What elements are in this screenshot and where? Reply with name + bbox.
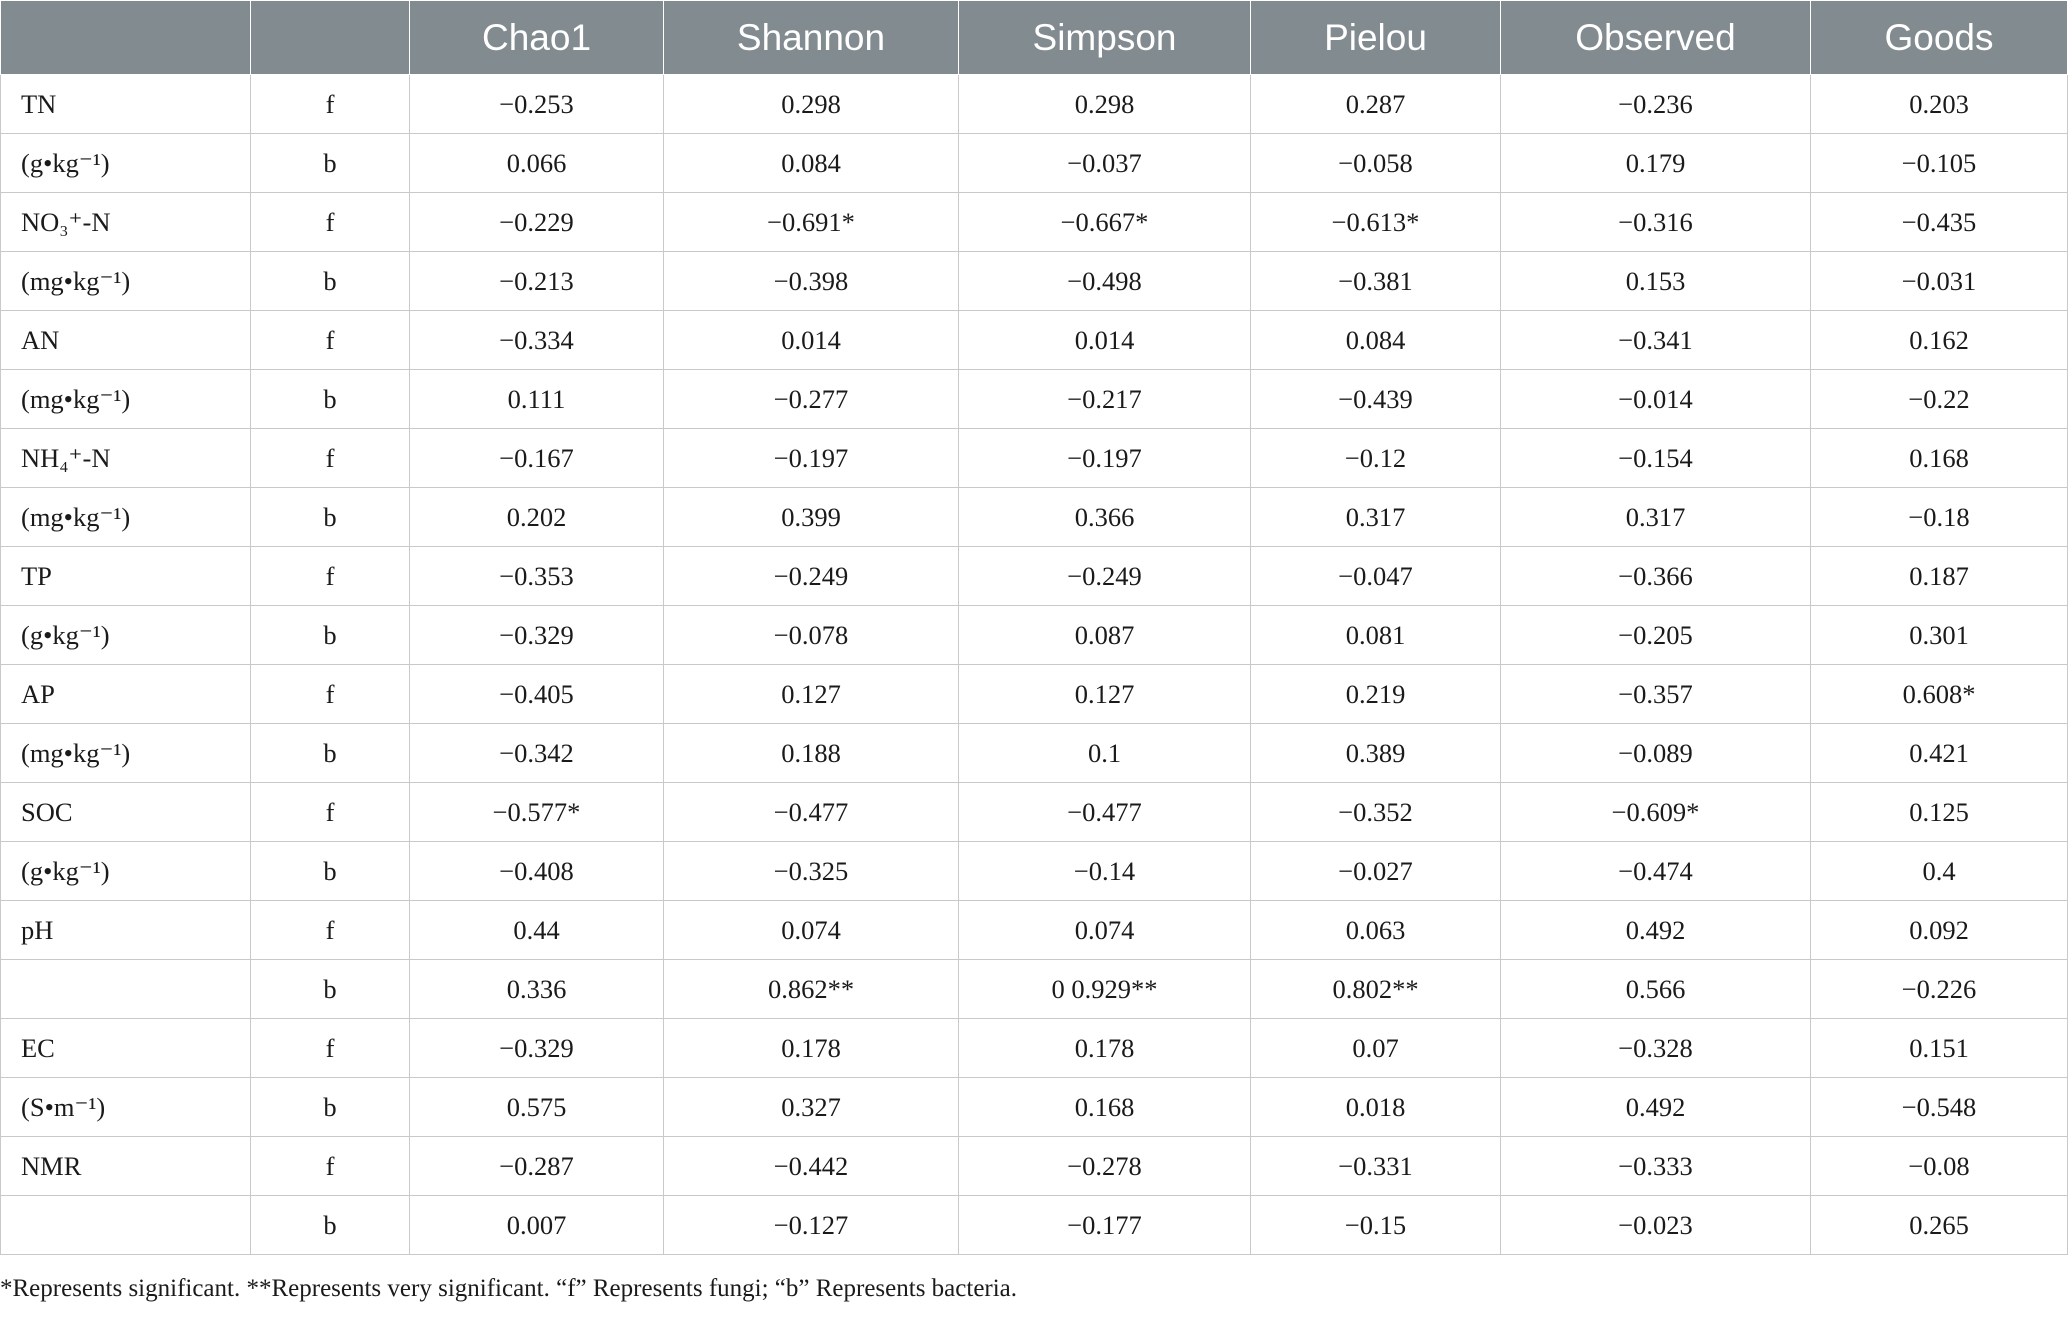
table-row [1,429,2068,488]
value-cell: 0.07 [1251,1019,1501,1078]
value-cell: −0.205 [1501,606,1811,665]
value-cell: 0.084 [1251,311,1501,370]
value-cell: −0.12 [1251,429,1501,488]
parameter-cell [1,960,251,1019]
value-cell: −0.442 [664,1137,959,1196]
value-cell: −0.177 [959,1196,1251,1255]
value-cell: −0.366 [1501,547,1811,606]
value-cell: −0.14 [959,842,1251,901]
organism-type-cell: b [251,842,410,901]
value-cell: −0.217 [959,370,1251,429]
parameter-cell: AP [1,665,251,724]
value-cell: 0.317 [1501,488,1811,547]
header-observed: Observed [1501,1,1811,75]
value-cell: 0.317 [1251,488,1501,547]
value-cell: 0.219 [1251,665,1501,724]
value-cell: −0.08 [1811,1137,2068,1196]
parameter-cell: pH [1,901,251,960]
table-row [1,134,2068,193]
value-cell: −0.398 [664,252,959,311]
value-cell: −0.22 [1811,370,2068,429]
value-cell: −0.667* [959,193,1251,252]
parameter-cell: (g•kg⁻¹) [1,842,251,901]
value-cell: −0.249 [959,547,1251,606]
value-cell: 0.178 [664,1019,959,1078]
value-cell: −0.435 [1811,193,2068,252]
table-row [1,724,2068,783]
value-cell: −0.15 [1251,1196,1501,1255]
value-cell: −0.691* [664,193,959,252]
organism-type-cell: b [251,252,410,311]
value-cell: −0.277 [664,370,959,429]
value-cell: −0.229 [410,193,664,252]
table-row [1,75,2068,134]
value-cell: 0.4 [1811,842,2068,901]
value-cell: −0.477 [664,783,959,842]
organism-type-cell: b [251,606,410,665]
value-cell: 0.298 [959,75,1251,134]
value-cell: −0.213 [410,252,664,311]
organism-type-cell: f [251,429,410,488]
value-cell: 0.575 [410,1078,664,1137]
value-cell: 0.151 [1811,1019,2068,1078]
value-cell: −0.328 [1501,1019,1811,1078]
value-cell: 0.802** [1251,960,1501,1019]
value-cell: −0.577* [410,783,664,842]
value-cell: 0.389 [1251,724,1501,783]
parameter-cell: TP [1,547,251,606]
organism-type-cell: f [251,547,410,606]
table-row [1,901,2068,960]
value-cell: 0.111 [410,370,664,429]
header-row [1,1,2068,75]
organism-type-cell: b [251,1196,410,1255]
table-row [1,606,2068,665]
organism-type-cell: b [251,134,410,193]
header-blank-param [1,1,251,75]
value-cell: −0.154 [1501,429,1811,488]
value-cell: −0.353 [410,547,664,606]
header-pielou: Pielou [1251,1,1501,75]
value-cell: −0.287 [410,1137,664,1196]
value-cell: −0.027 [1251,842,1501,901]
value-cell: −0.357 [1501,665,1811,724]
header-shannon: Shannon [664,1,959,75]
table-row [1,193,2068,252]
footnote: *Represents significant. **Represents very significant. “f” Represents fungi; “b” Represents bacteria. [0,1275,1018,1302]
value-cell: −0.381 [1251,252,1501,311]
parameter-cell: (mg•kg⁻¹) [1,724,251,783]
parameter-cell: (mg•kg⁻¹) [1,252,251,311]
table-body [1,75,2068,1255]
value-cell: −0.329 [410,1019,664,1078]
value-cell: 0.421 [1811,724,2068,783]
value-cell: 0.188 [664,724,959,783]
value-cell: 0.087 [959,606,1251,665]
organism-type-cell: b [251,488,410,547]
value-cell: 0.162 [1811,311,2068,370]
value-cell: −0.236 [1501,75,1811,134]
organism-type-cell: f [251,665,410,724]
value-cell: −0.333 [1501,1137,1811,1196]
value-cell: 0.287 [1251,75,1501,134]
value-cell: −0.089 [1501,724,1811,783]
value-cell: −0.105 [1811,134,2068,193]
value-cell: 0.492 [1501,901,1811,960]
value-cell: −0.331 [1251,1137,1501,1196]
value-cell: −0.341 [1501,311,1811,370]
value-cell: −0.226 [1811,960,2068,1019]
table-row [1,547,2068,606]
parameter-cell: AN [1,311,251,370]
table-row [1,1078,2068,1137]
value-cell: −0.352 [1251,783,1501,842]
value-cell: 0.202 [410,488,664,547]
value-cell: 0.298 [664,75,959,134]
value-cell: 0.178 [959,1019,1251,1078]
value-cell: 0.007 [410,1196,664,1255]
value-cell: −0.18 [1811,488,2068,547]
value-cell: −0.014 [1501,370,1811,429]
value-cell: 0 0.929** [959,960,1251,1019]
value-cell: 0.127 [664,665,959,724]
parameter-cell: NMR [1,1137,251,1196]
table-row [1,960,2068,1019]
table-row [1,1019,2068,1078]
parameter-cell: (S•m⁻¹) [1,1078,251,1137]
header-chao1: Chao1 [410,1,664,75]
value-cell: 0.336 [410,960,664,1019]
organism-type-cell: b [251,1078,410,1137]
value-cell: −0.253 [410,75,664,134]
value-cell: −0.047 [1251,547,1501,606]
value-cell: −0.127 [664,1196,959,1255]
value-cell: 0.862** [664,960,959,1019]
value-cell: −0.613* [1251,193,1501,252]
value-cell: 0.125 [1811,783,2068,842]
header-simpson: Simpson [959,1,1251,75]
value-cell: −0.439 [1251,370,1501,429]
value-cell: −0.498 [959,252,1251,311]
value-cell: −0.334 [410,311,664,370]
parameter-cell: (mg•kg⁻¹) [1,488,251,547]
parameter-cell: SOC [1,783,251,842]
parameter-cell: TN [1,75,251,134]
value-cell: 0.399 [664,488,959,547]
parameter-cell: (mg•kg⁻¹) [1,370,251,429]
organism-type-cell: f [251,1137,410,1196]
value-cell: −0.325 [664,842,959,901]
value-cell: −0.548 [1811,1078,2068,1137]
organism-type-cell: b [251,960,410,1019]
value-cell: −0.408 [410,842,664,901]
value-cell: 0.063 [1251,901,1501,960]
value-cell: 0.066 [410,134,664,193]
organism-type-cell: f [251,1019,410,1078]
organism-type-cell: f [251,193,410,252]
parameter-cell [1,1196,251,1255]
parameter-cell: (g•kg⁻¹) [1,134,251,193]
value-cell: 0.1 [959,724,1251,783]
value-cell: −0.316 [1501,193,1811,252]
value-cell: 0.074 [664,901,959,960]
value-cell: −0.474 [1501,842,1811,901]
value-cell: −0.197 [959,429,1251,488]
value-cell: 0.081 [1251,606,1501,665]
header-blank-type [251,1,410,75]
organism-type-cell: f [251,901,410,960]
value-cell: 0.203 [1811,75,2068,134]
table-row [1,311,2068,370]
value-cell: 0.014 [664,311,959,370]
organism-type-cell: f [251,311,410,370]
value-cell: 0.265 [1811,1196,2068,1255]
table-row [1,1196,2068,1255]
value-cell: 0.074 [959,901,1251,960]
header-goods: Goods [1811,1,2068,75]
value-cell: −0.058 [1251,134,1501,193]
value-cell: 0.44 [410,901,664,960]
parameter-cell: NO₃⁺-N [1,193,251,252]
value-cell: −0.078 [664,606,959,665]
value-cell: −0.329 [410,606,664,665]
table-row [1,488,2068,547]
value-cell: 0.366 [959,488,1251,547]
value-cell: −0.249 [664,547,959,606]
value-cell: 0.127 [959,665,1251,724]
organism-type-cell: b [251,370,410,429]
value-cell: −0.342 [410,724,664,783]
value-cell: 0.018 [1251,1078,1501,1137]
table-row [1,842,2068,901]
value-cell: −0.167 [410,429,664,488]
table-row [1,252,2068,311]
value-cell: 0.492 [1501,1078,1811,1137]
value-cell: −0.031 [1811,252,2068,311]
value-cell: 0.301 [1811,606,2068,665]
value-cell: 0.187 [1811,547,2068,606]
parameter-cell: (g•kg⁻¹) [1,606,251,665]
table-row [1,665,2068,724]
value-cell: 0.179 [1501,134,1811,193]
organism-type-cell: f [251,783,410,842]
value-cell: −0.197 [664,429,959,488]
value-cell: 0.327 [664,1078,959,1137]
value-cell: −0.278 [959,1137,1251,1196]
value-cell: −0.609* [1501,783,1811,842]
value-cell: 0.608* [1811,665,2068,724]
organism-type-cell: f [251,75,410,134]
table-row [1,783,2068,842]
table-row [1,1137,2068,1196]
value-cell: −0.477 [959,783,1251,842]
value-cell: 0.168 [959,1078,1251,1137]
value-cell: 0.084 [664,134,959,193]
value-cell: −0.037 [959,134,1251,193]
value-cell: 0.092 [1811,901,2068,960]
value-cell: −0.405 [410,665,664,724]
organism-type-cell: b [251,724,410,783]
value-cell: 0.153 [1501,252,1811,311]
parameter-cell: EC [1,1019,251,1078]
value-cell: 0.014 [959,311,1251,370]
value-cell: −0.023 [1501,1196,1811,1255]
table-row [1,370,2068,429]
parameter-cell: NH₄⁺-N [1,429,251,488]
value-cell: 0.566 [1501,960,1811,1019]
value-cell: 0.168 [1811,429,2068,488]
